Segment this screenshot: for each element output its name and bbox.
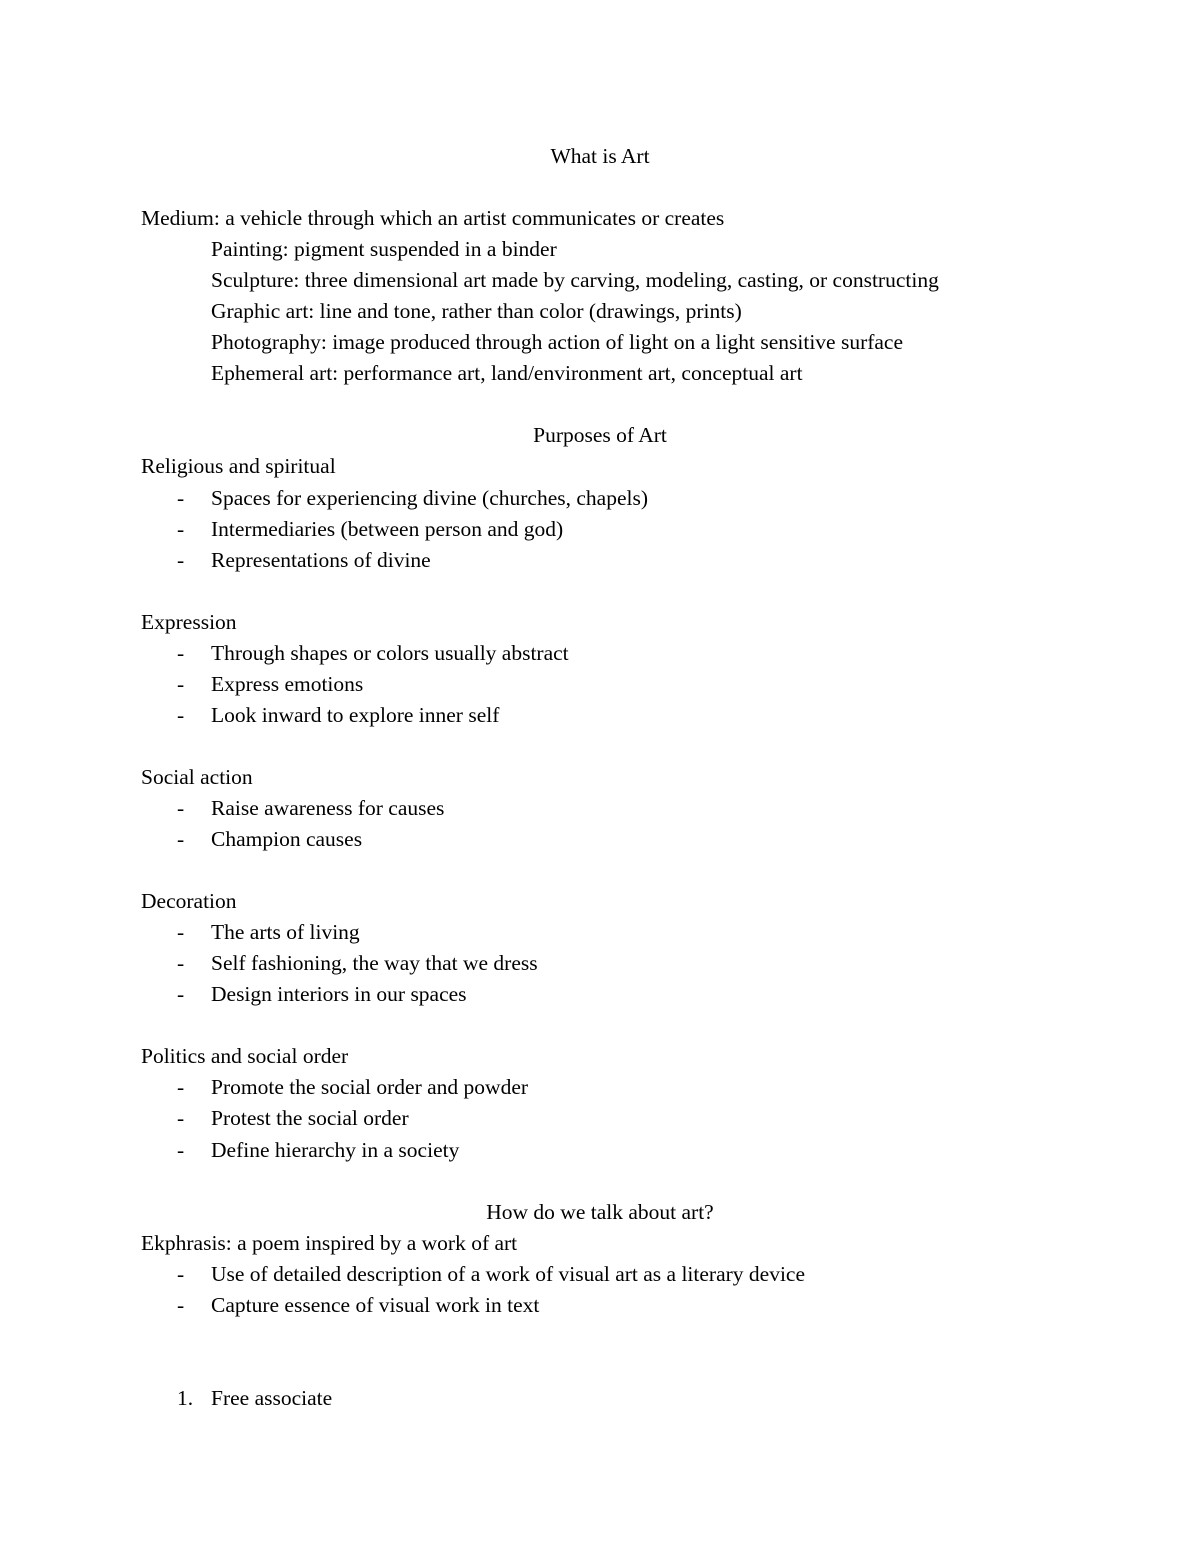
list-item-text: Capture essence of visual work in text [211,1292,540,1317]
bullet-marker: - [177,640,185,665]
group-heading-social-action: Social action [141,764,253,789]
bullet-marker: - [177,982,185,1007]
heading-purposes-of-art: Purposes of Art [533,423,667,448]
heading-how-do-we-talk: How do we talk about art? [486,1199,714,1224]
document-body [141,141,1061,1414]
bullet-marker: - [177,516,185,541]
group-heading-decoration: Decoration [141,889,237,914]
list-item [141,979,1061,1010]
list-item-text: Look inward to explore inner self [211,702,500,727]
bullet-marker: - [177,1075,185,1100]
group-heading-expression: Expression [141,609,237,634]
bullet-marker: - [177,702,185,727]
list-item-text: Intermediaries (between person and god) [211,516,564,541]
list-item-text: Self fashioning, the way that we dress [211,951,538,976]
list-item [141,638,1061,669]
list-item [141,1072,1061,1103]
medium-graphic-art: Graphic art: line and tone, rather than color (drawings, prints) [211,299,742,324]
blank-line [141,1010,1061,1041]
list-item [141,669,1061,700]
list-item-text: Use of detailed description of a work of visual art as a literary device [211,1261,806,1286]
blank-line [141,1166,1061,1197]
medium-definition: Medium: a vehicle through which an artist communicates or creates [141,206,725,231]
list-item-text: Protest the social order [211,1106,409,1131]
list-item [141,545,1061,576]
list-item [141,948,1061,979]
medium-photography: Photography: image produced through action of light on a light sensitive surface [211,330,904,355]
blank-line [141,1352,1061,1383]
blank-line [141,855,1061,886]
blank-line [141,731,1061,762]
list-item-text: Promote the social order and powder [211,1075,529,1100]
list-item-text: Design interiors in our spaces [211,982,467,1007]
blank-line [141,389,1061,420]
list-item [141,1259,1061,1290]
bullet-marker: - [177,1137,185,1162]
list-item-text: Define hierarchy in a society [211,1137,460,1162]
list-item-text: Spaces for experiencing divine (churches, chapels) [211,485,648,510]
group-heading-religious: Religious and spiritual [141,454,336,479]
bullet-marker: - [177,671,185,696]
list-item [141,1103,1061,1134]
list-item-text: Express emotions [211,671,364,696]
list-item [141,483,1061,514]
medium-sculpture: Sculpture: three dimensional art made by carving, modeling, casting, or constructing [211,268,939,293]
list-item-text: Through shapes or colors usually abstract [211,640,569,665]
bullet-marker: - [177,1292,185,1317]
bullet-marker: - [177,1261,185,1286]
list-item [141,1290,1061,1321]
bullet-marker: - [177,795,185,820]
bullet-marker: - [177,920,185,945]
bullet-marker: - [177,951,185,976]
list-item [141,514,1061,545]
list-item [141,1135,1061,1166]
bullet-marker: - [177,485,185,510]
list-item-text: Raise awareness for causes [211,795,445,820]
heading-what-is-art: What is Art [550,144,650,168]
list-item-text: Representations of divine [211,547,431,572]
bullet-marker: - [177,547,185,572]
list-item-text: The arts of living [211,920,360,945]
list-item [141,824,1061,855]
blank-line [141,172,1061,203]
bullet-marker: - [177,827,185,852]
list-item [141,793,1061,824]
blank-line [141,1321,1061,1352]
list-item-text: Champion causes [211,827,363,852]
bullet-marker: - [177,1106,185,1131]
blank-line [141,576,1061,607]
medium-painting: Painting: pigment suspended in a binder [211,237,557,262]
group-heading-politics: Politics and social order [141,1044,349,1069]
list-item [141,700,1061,731]
number-marker: 1. [177,1385,194,1410]
medium-ephemeral-art: Ephemeral art: performance art, land/environment art, conceptual art [211,361,803,386]
list-item [141,917,1061,948]
numbered-item [141,1383,1061,1414]
ekphrasis-definition: Ekphrasis: a poem inspired by a work of art [141,1230,518,1255]
numbered-item-text: Free associate [211,1385,333,1410]
